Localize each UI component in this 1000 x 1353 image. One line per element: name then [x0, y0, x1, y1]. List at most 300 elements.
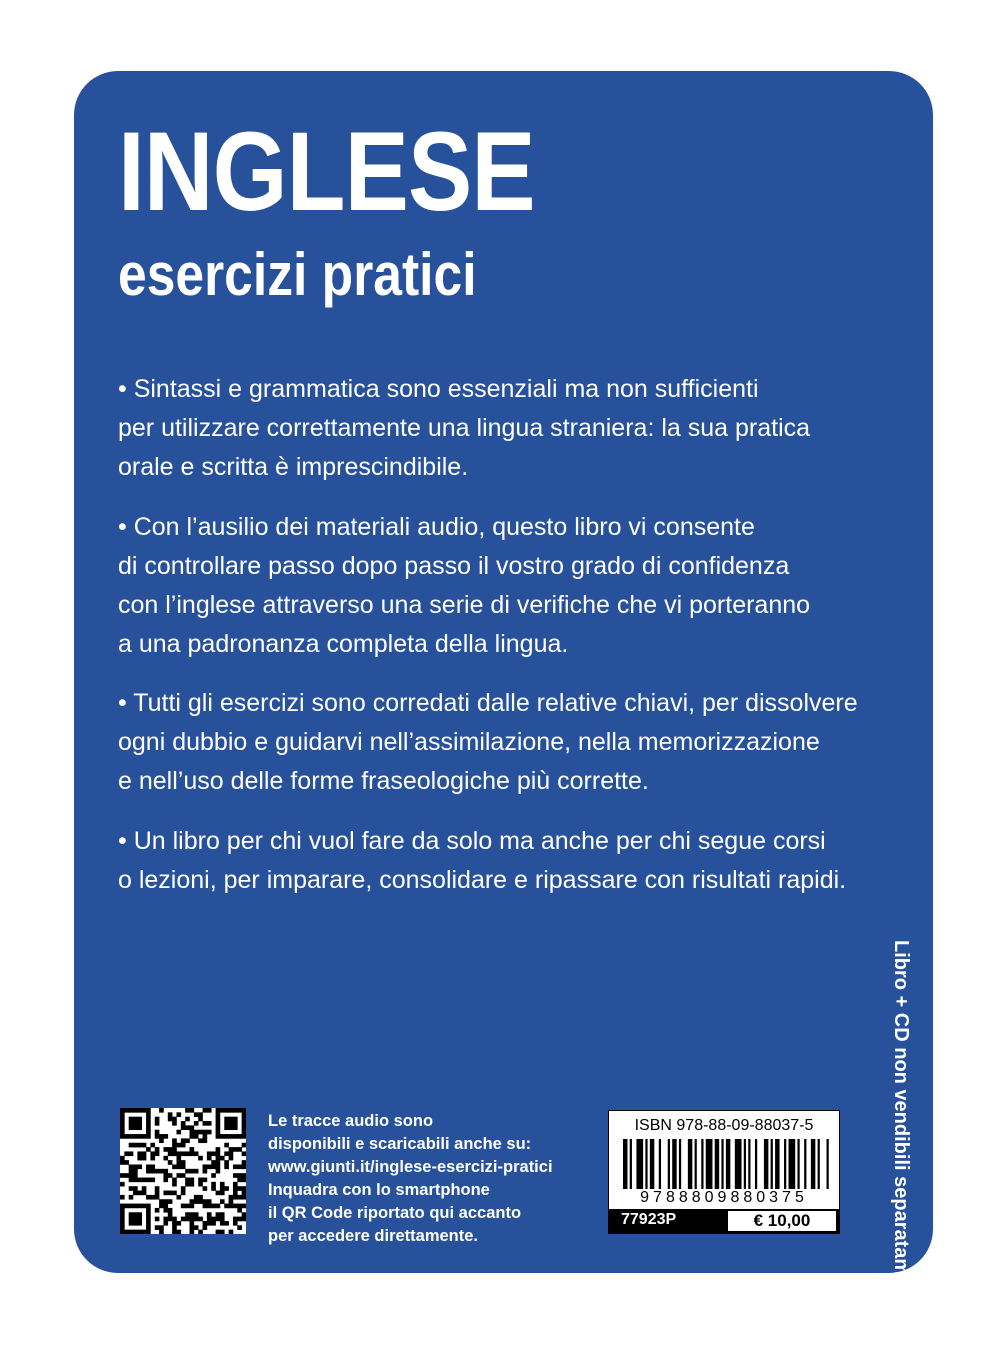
barcode-bar	[726, 1139, 730, 1189]
qr-module	[120, 1230, 125, 1234]
qr-module	[237, 1208, 242, 1213]
qr-module	[163, 1173, 168, 1178]
qr-module	[146, 1125, 151, 1130]
paragraph-line: • Con l’ausilio dei materiali audio, questo libro vi consente	[118, 513, 755, 541]
qr-module	[137, 1221, 142, 1226]
barcode-bar	[706, 1139, 713, 1189]
qr-module	[198, 1199, 203, 1204]
qr-module	[216, 1121, 221, 1126]
qr-module	[190, 1125, 195, 1130]
qr-module	[181, 1173, 186, 1178]
qr-module	[237, 1164, 242, 1169]
qr-module	[233, 1147, 238, 1152]
qr-module	[155, 1117, 160, 1122]
qr-module	[185, 1108, 190, 1113]
qr-module	[146, 1108, 151, 1113]
qr-module	[242, 1212, 246, 1217]
barcode-bar	[688, 1139, 692, 1189]
qr-module	[207, 1204, 212, 1209]
qr-module	[120, 1217, 125, 1222]
qr-module	[142, 1178, 147, 1183]
qr-module	[129, 1164, 134, 1169]
qr-module	[190, 1221, 195, 1226]
qr-module	[194, 1151, 199, 1156]
qr-module	[163, 1217, 168, 1222]
qr-module	[181, 1151, 186, 1156]
qr-module	[242, 1204, 246, 1209]
qr-module	[133, 1178, 138, 1183]
qr-module	[150, 1195, 155, 1200]
qr-module	[224, 1221, 229, 1226]
qr-module	[233, 1108, 238, 1113]
qr-module	[120, 1125, 125, 1130]
audio-url[interactable]: www.giunti.it/inglese-esercizi-pratici	[268, 1158, 553, 1176]
qr-module	[216, 1130, 221, 1135]
qr-module	[229, 1156, 234, 1161]
qr-module	[216, 1134, 221, 1139]
qr-module	[211, 1164, 216, 1169]
qr-module	[129, 1186, 134, 1191]
qr-module	[172, 1117, 177, 1122]
qr-module	[146, 1217, 151, 1222]
qr-module	[185, 1178, 190, 1183]
qr-module	[129, 1204, 134, 1209]
qr-module	[137, 1204, 142, 1209]
qr-module	[242, 1125, 246, 1130]
qr-module	[194, 1112, 199, 1117]
qr-module	[150, 1143, 155, 1148]
qr-module	[216, 1108, 221, 1113]
qr-module	[224, 1164, 229, 1169]
barcode-bar	[784, 1139, 786, 1189]
qr-module	[159, 1204, 164, 1209]
qr-module	[181, 1160, 186, 1165]
qr-module	[142, 1108, 147, 1113]
qr-module	[163, 1208, 168, 1213]
qr-module	[146, 1164, 151, 1169]
isbn-text: ISBN 978-88-09-88037-5	[634, 1117, 814, 1134]
qr-module	[207, 1199, 212, 1204]
qr-module	[242, 1121, 246, 1126]
paragraph-line: o lezioni, per imparare, consolidare e ripassare con risultati rapidi.	[118, 866, 847, 894]
qr-module	[137, 1217, 142, 1222]
qr-module	[216, 1191, 221, 1196]
qr-module	[242, 1108, 246, 1113]
qr-module	[211, 1217, 216, 1222]
qr-module	[150, 1151, 155, 1156]
qr-module	[124, 1204, 129, 1209]
qr-module	[233, 1117, 238, 1122]
qr-module	[190, 1217, 195, 1222]
qr-module	[237, 1186, 242, 1191]
paragraph-3	[118, 684, 918, 801]
qr-module	[220, 1156, 225, 1161]
qr-module	[229, 1117, 234, 1122]
qr-module	[207, 1156, 212, 1161]
qr-module	[150, 1156, 155, 1161]
qr-module	[207, 1130, 212, 1135]
qr-module	[129, 1217, 134, 1222]
qr-module	[159, 1225, 164, 1230]
qr-module	[133, 1164, 138, 1169]
qr-module	[194, 1225, 199, 1230]
qr-module	[190, 1225, 195, 1230]
qr-module	[233, 1173, 238, 1178]
qr-module	[242, 1191, 246, 1196]
barcode-bar	[650, 1139, 654, 1189]
qr-module	[163, 1134, 168, 1139]
qr-module	[129, 1108, 134, 1113]
audio-line: Le tracce audio sono	[268, 1112, 434, 1130]
qr-module	[176, 1130, 181, 1135]
barcode-bar	[672, 1139, 676, 1189]
qr-module	[242, 1186, 246, 1191]
qr-module	[142, 1156, 147, 1161]
qr-module	[120, 1182, 125, 1187]
qr-module	[129, 1121, 134, 1126]
qr-module	[137, 1164, 142, 1169]
qr-module	[220, 1134, 225, 1139]
qr-module	[211, 1173, 216, 1178]
qr-module	[150, 1164, 155, 1169]
qr-module	[198, 1130, 203, 1135]
qr-module	[129, 1195, 134, 1200]
qr-module	[133, 1134, 138, 1139]
qr-module	[172, 1191, 177, 1196]
qr-module	[176, 1195, 181, 1200]
qr-module	[237, 1134, 242, 1139]
book-subtitle: esercizi pratici	[118, 241, 477, 308]
qr-module	[159, 1169, 164, 1174]
qr-module	[216, 1117, 221, 1122]
qr-module	[133, 1230, 138, 1234]
qr-module	[129, 1178, 134, 1183]
qr-module	[220, 1199, 225, 1204]
qr-module	[163, 1199, 168, 1204]
qr-module	[242, 1130, 246, 1135]
qr-module	[133, 1125, 138, 1130]
qr-module	[163, 1191, 168, 1196]
qr-module	[237, 1217, 242, 1222]
qr-module	[124, 1134, 129, 1139]
qr-module	[181, 1125, 186, 1130]
paragraph-line: • Sintassi e grammatica sono essenziali ma non sufficienti	[118, 375, 759, 403]
qr-module	[185, 1117, 190, 1122]
qr-module	[124, 1230, 129, 1234]
qr-module	[129, 1134, 134, 1139]
qr-module	[181, 1121, 186, 1126]
qr-module	[159, 1134, 164, 1139]
qr-module	[163, 1169, 168, 1174]
qr-module	[190, 1230, 195, 1234]
qr-module	[155, 1169, 160, 1174]
qr-module	[133, 1204, 138, 1209]
qr-module	[168, 1112, 173, 1117]
qr-module	[146, 1195, 151, 1200]
qr-module	[146, 1112, 151, 1117]
qr-module	[198, 1178, 203, 1183]
qr-module	[203, 1138, 208, 1143]
audio-line: il QR Code riportato qui accanto	[268, 1204, 522, 1222]
qr-module	[146, 1169, 151, 1174]
qr-module	[155, 1225, 160, 1230]
barcode-icon	[623, 1139, 831, 1189]
qr-module	[129, 1151, 134, 1156]
qr-module	[176, 1156, 181, 1161]
qr-module	[198, 1112, 203, 1117]
qr-module	[163, 1156, 168, 1161]
qr-module	[190, 1151, 195, 1156]
qr-module	[185, 1204, 190, 1209]
qr-module	[133, 1121, 138, 1126]
qr-module	[176, 1151, 181, 1156]
paragraph-line: con l’inglese attraverso una serie di verifiche che vi porteranno	[118, 591, 811, 619]
side-note: Libro + CD non vendibili separatamente	[890, 940, 912, 1318]
qr-module	[172, 1178, 177, 1183]
qr-module	[237, 1178, 242, 1183]
qr-module	[211, 1186, 216, 1191]
qr-module	[172, 1217, 177, 1222]
qr-module	[120, 1130, 125, 1135]
qr-module	[237, 1204, 242, 1209]
qr-module	[181, 1164, 186, 1169]
paragraph-4	[118, 822, 918, 900]
qr-module	[233, 1217, 238, 1222]
qr-module	[172, 1143, 177, 1148]
qr-module	[233, 1221, 238, 1226]
qr-module	[216, 1212, 221, 1217]
qr-module	[211, 1204, 216, 1209]
qr-module	[194, 1121, 199, 1126]
qr-module	[216, 1125, 221, 1130]
qr-module	[168, 1191, 173, 1196]
qr-module	[237, 1147, 242, 1152]
paragraph-1	[118, 370, 918, 487]
qr-module	[146, 1130, 151, 1135]
qr-module	[120, 1195, 125, 1200]
qr-module	[190, 1134, 195, 1139]
qr-module	[229, 1125, 234, 1130]
qr-module	[211, 1160, 216, 1165]
qr-module	[133, 1186, 138, 1191]
qr-module	[172, 1182, 177, 1187]
qr-module	[137, 1134, 142, 1139]
qr-module	[120, 1117, 125, 1122]
qr-module	[146, 1221, 151, 1226]
qr-module	[194, 1130, 199, 1135]
barcode-bar	[701, 1139, 703, 1189]
qr-module	[146, 1212, 151, 1217]
qr-module	[233, 1191, 238, 1196]
qr-module	[216, 1156, 221, 1161]
qr-module	[129, 1212, 134, 1217]
qr-module	[194, 1195, 199, 1200]
barcode-bar	[721, 1139, 723, 1189]
qr-module	[172, 1230, 177, 1234]
qr-module	[229, 1195, 234, 1200]
qr-module	[220, 1182, 225, 1187]
qr-module	[237, 1195, 242, 1200]
product-code: 77923P	[621, 1211, 677, 1228]
qr-module	[163, 1147, 168, 1152]
qr-module	[185, 1169, 190, 1174]
barcode-bar	[797, 1139, 799, 1189]
qr-module	[203, 1121, 208, 1126]
barcode-bar	[659, 1139, 661, 1189]
qr-module	[181, 1143, 186, 1148]
qr-module	[124, 1173, 129, 1178]
qr-module	[224, 1143, 229, 1148]
qr-module	[168, 1147, 173, 1152]
book-title: INGLESE	[118, 109, 535, 234]
paragraph-line: • Tutti gli esercizi sono corredati dalle relative chiavi, per dissolvere	[118, 689, 858, 717]
qr-module	[137, 1117, 142, 1122]
qr-module	[198, 1195, 203, 1200]
qr-module	[229, 1204, 234, 1209]
qr-module	[220, 1221, 225, 1226]
qr-module	[120, 1160, 125, 1165]
barcode-bar	[755, 1139, 757, 1189]
qr-module	[120, 1221, 125, 1226]
qr-module	[159, 1199, 164, 1204]
barcode-bar	[804, 1139, 806, 1189]
qr-module	[229, 1230, 234, 1234]
barcode-bar	[645, 1139, 647, 1189]
qr-module	[190, 1199, 195, 1204]
barcode-bar	[744, 1139, 746, 1189]
qr-module	[194, 1199, 199, 1204]
qr-module	[133, 1169, 138, 1174]
qr-module	[146, 1178, 151, 1183]
qr-module	[142, 1134, 147, 1139]
barcode-bar	[715, 1139, 719, 1189]
qr-module	[133, 1108, 138, 1113]
qr-module	[120, 1156, 125, 1161]
audio-line: Inquadra con lo smartphone	[268, 1181, 490, 1199]
qr-module	[168, 1117, 173, 1122]
qr-module	[133, 1173, 138, 1178]
qr-module	[120, 1134, 125, 1139]
qr-module	[216, 1151, 221, 1156]
qr-module	[129, 1117, 134, 1122]
qr-module	[190, 1169, 195, 1174]
qr-module	[233, 1204, 238, 1209]
qr-module	[120, 1121, 125, 1126]
qr-module	[172, 1121, 177, 1126]
qr-module	[172, 1225, 177, 1230]
qr-module	[229, 1121, 234, 1126]
qr-module	[129, 1125, 134, 1130]
qr-module	[137, 1212, 142, 1217]
qr-module	[242, 1195, 246, 1200]
qr-module	[216, 1147, 221, 1152]
qr-module	[185, 1182, 190, 1187]
qr-module	[242, 1217, 246, 1222]
qr-module	[163, 1178, 168, 1183]
qr-module	[211, 1221, 216, 1226]
qr-module	[207, 1108, 212, 1113]
qr-module	[203, 1225, 208, 1230]
paragraph-line: ogni dubbio e guidarvi nell’assimilazione, nella memorizzazione	[118, 728, 820, 756]
qr-module	[176, 1221, 181, 1226]
qr-module	[185, 1212, 190, 1217]
qr-module	[224, 1125, 229, 1130]
ean-number: 9788809880375	[640, 1189, 808, 1206]
qr-module	[129, 1221, 134, 1226]
qr-module	[155, 1151, 160, 1156]
qr-module	[155, 1208, 160, 1213]
qr-module	[129, 1143, 134, 1148]
price-box	[728, 1211, 836, 1231]
qr-module	[155, 1147, 160, 1152]
qr-module	[242, 1160, 246, 1165]
qr-module	[142, 1143, 147, 1148]
qr-module	[224, 1117, 229, 1122]
qr-module	[120, 1112, 125, 1117]
qr-module	[216, 1230, 221, 1234]
barcode-bar	[775, 1139, 779, 1189]
qr-module	[146, 1204, 151, 1209]
qr-module	[242, 1151, 246, 1156]
qr-module	[124, 1160, 129, 1165]
qr-module	[224, 1204, 229, 1209]
qr-module	[207, 1212, 212, 1217]
qr-module	[168, 1199, 173, 1204]
qr-module	[142, 1186, 147, 1191]
qr-module	[137, 1191, 142, 1196]
barcode-bar	[630, 1139, 632, 1189]
barcode-bar	[771, 1139, 773, 1189]
qr-module	[150, 1178, 155, 1183]
barcode-bar	[811, 1139, 815, 1189]
qr-module	[155, 1121, 160, 1126]
qr-module	[198, 1117, 203, 1122]
barcode-bar	[623, 1139, 627, 1189]
qr-module	[137, 1121, 142, 1126]
qr-code[interactable]	[120, 1108, 246, 1234]
qr-module	[233, 1186, 238, 1191]
qr-module	[159, 1108, 164, 1113]
qr-module	[242, 1117, 246, 1122]
qr-module	[133, 1143, 138, 1148]
qr-module	[181, 1138, 186, 1143]
qr-module	[133, 1217, 138, 1222]
qr-module	[120, 1173, 125, 1178]
qr-module	[198, 1156, 203, 1161]
qr-module	[224, 1121, 229, 1126]
qr-module	[220, 1230, 225, 1234]
audio-line: disponibili e scaricabili anche su:	[268, 1135, 532, 1153]
audio-line: per accedere direttamente.	[268, 1227, 479, 1245]
qr-module	[168, 1151, 173, 1156]
qr-module	[242, 1178, 246, 1183]
qr-module	[203, 1178, 208, 1183]
qr-module	[146, 1121, 151, 1126]
qr-module	[133, 1117, 138, 1122]
qr-module	[203, 1186, 208, 1191]
qr-module	[233, 1164, 238, 1169]
qr-module	[224, 1186, 229, 1191]
qr-module	[124, 1151, 129, 1156]
qr-module	[142, 1191, 147, 1196]
barcode-bar	[827, 1139, 829, 1189]
qr-module	[146, 1117, 151, 1122]
qr-module	[133, 1191, 138, 1196]
qr-module	[146, 1147, 151, 1152]
qr-module	[242, 1143, 246, 1148]
qr-module	[185, 1138, 190, 1143]
qr-module	[159, 1138, 164, 1143]
